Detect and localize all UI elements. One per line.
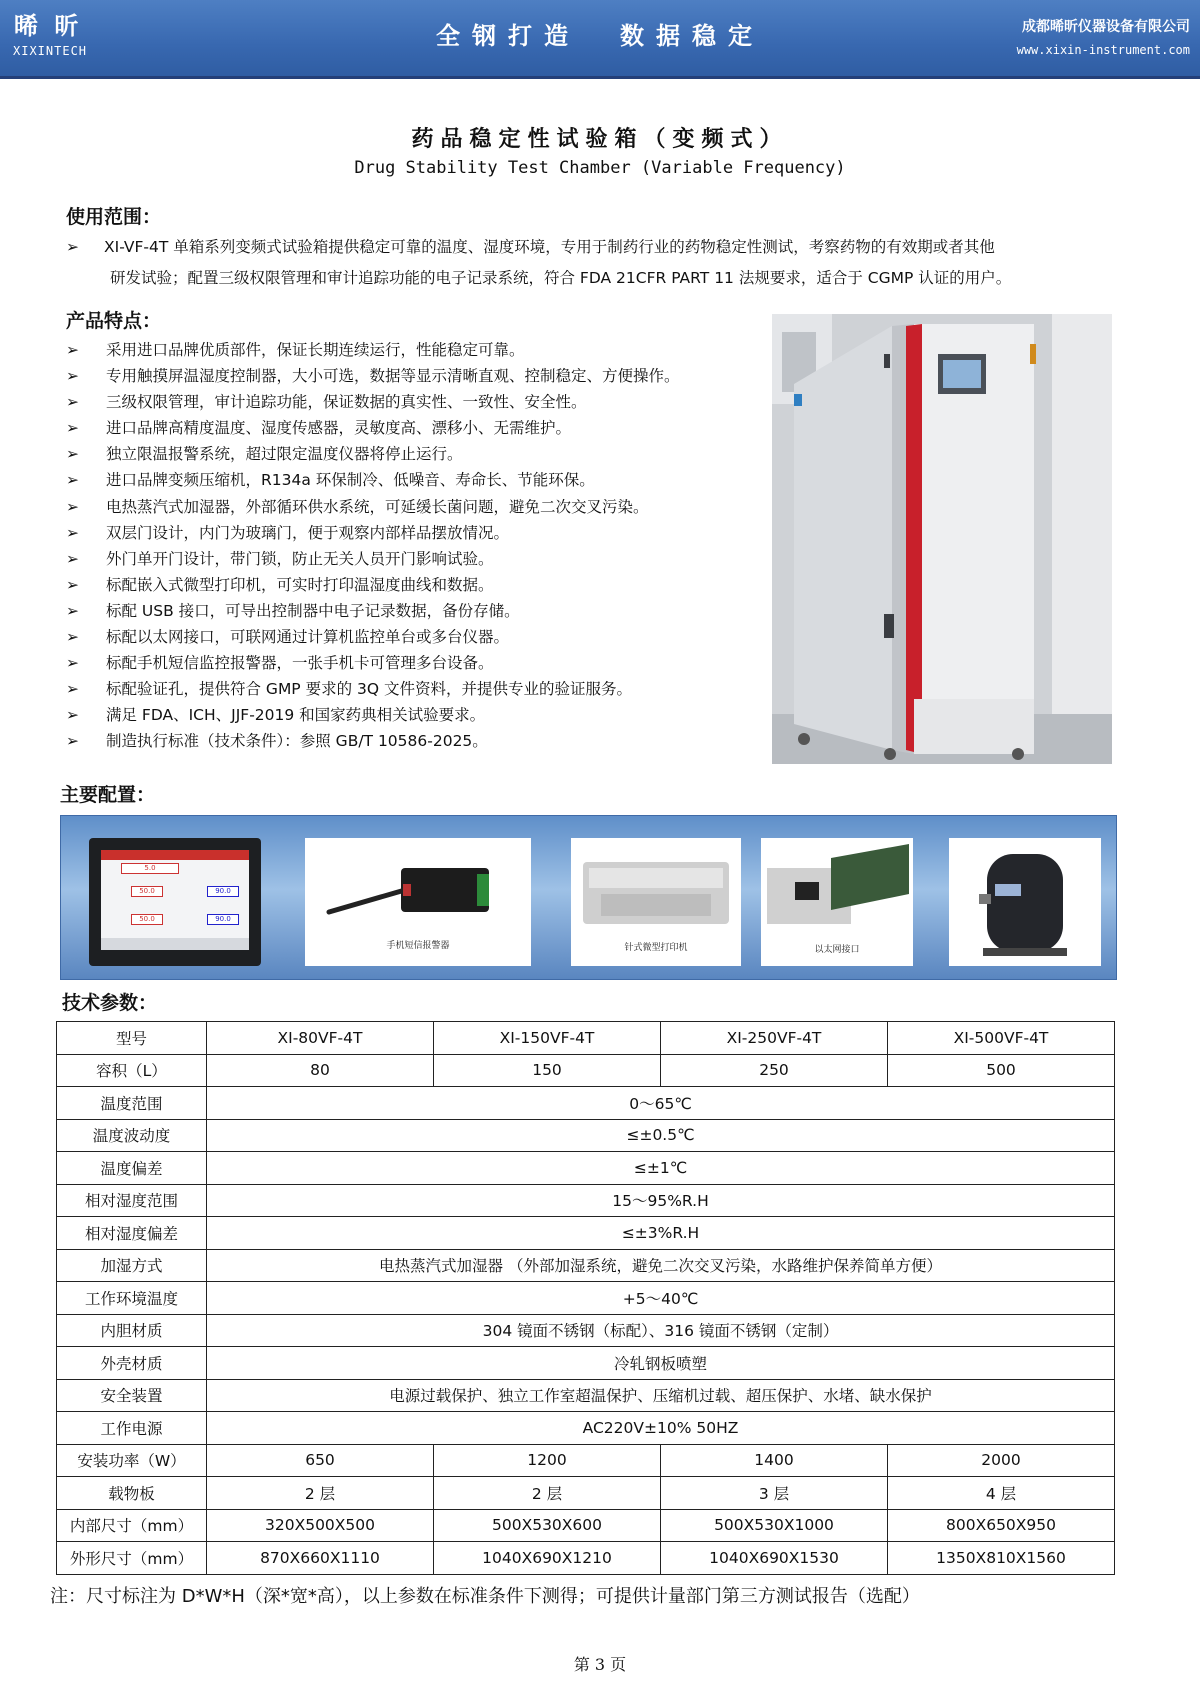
inner-size-cell: 500X530X1000 — [661, 1509, 888, 1542]
shelf-cell: 2 层 — [434, 1477, 661, 1510]
config-strip — [60, 815, 1117, 980]
feature-item — [64, 363, 784, 389]
screen-value-4: 50.0 — [131, 914, 163, 925]
sms-alarm-label: 手机短信报警器 — [386, 941, 450, 951]
table-row — [57, 1379, 1115, 1412]
ethernet-label: 以太网接口 — [814, 945, 860, 955]
spec-table — [56, 1021, 1115, 1575]
chamber-illustration — [772, 314, 1112, 764]
model-cell: XI-80VF-4T — [207, 1022, 434, 1055]
row-label: 内胆材质 — [57, 1314, 207, 1347]
brand-logo-en: XIXINTECH — [13, 44, 88, 58]
feature-item — [64, 520, 784, 546]
feature-text: 专用触摸屏温湿度控制器，大小可选，数据等显示清晰直观、控制稳定、方便操作。 — [106, 367, 680, 386]
feature-item — [64, 676, 784, 702]
feature-text: 独立限温报警系统，超过限定温度仪器将停止运行。 — [106, 445, 463, 464]
printer-card — [571, 838, 741, 966]
model-cell: XI-150VF-4T — [434, 1022, 661, 1055]
header-banner — [0, 0, 1200, 79]
feature-item — [64, 728, 784, 754]
table-row — [57, 1217, 1115, 1250]
table-row — [57, 1477, 1115, 1510]
arrow-bullet-icon: ➢ — [66, 445, 79, 464]
table-row — [57, 1282, 1115, 1315]
arrow-bullet-icon: ➢ — [66, 628, 79, 647]
feature-text: 标配验证孔，提供符合 GMP 要求的 3Q 文件资料，并提供专业的验证服务。 — [106, 680, 633, 699]
feature-item — [64, 650, 784, 676]
arrow-bullet-icon: ➢ — [66, 238, 79, 256]
volume-cell: 250 — [661, 1054, 888, 1087]
usage-line-2: 研发试验；配置三级权限管理和审计追踪功能的电子记录系统，符合 FDA 21CFR PART 11 法规要求，适合于 CGMP 认证的用户。 — [110, 269, 1012, 287]
table-row — [57, 1249, 1115, 1282]
feature-text: 标配以太网接口，可联网通过计算机监控单台或多台仪器。 — [106, 628, 510, 647]
feature-item — [64, 546, 784, 572]
slogan — [436, 16, 804, 51]
table-row — [57, 1347, 1115, 1380]
row-label: 相对湿度范围 — [57, 1184, 207, 1217]
arrow-bullet-icon: ➢ — [66, 419, 79, 438]
row-label: 载物板 — [57, 1477, 207, 1510]
controller-screen — [101, 850, 249, 950]
arrow-bullet-icon: ➢ — [66, 732, 79, 751]
touchscreen-controller — [89, 838, 261, 966]
screen-value-1: 5.0 — [121, 863, 179, 874]
power-cell: 650 — [207, 1444, 434, 1477]
feature-item — [64, 415, 784, 441]
volume-cell: 500 — [888, 1054, 1115, 1087]
feature-text: 满足 FDA、ICH、JJF-2019 和国家药典相关试验要求。 — [106, 706, 486, 725]
printer-label: 针式微型打印机 — [624, 943, 688, 953]
sms-alarm-card — [305, 838, 531, 966]
feature-text: 采用进口品牌优质部件，保证长期连续运行，性能稳定可靠。 — [106, 341, 525, 359]
row-label: 加湿方式 — [57, 1249, 207, 1282]
feature-item — [64, 494, 784, 520]
inner-size-cell: 320X500X500 — [207, 1509, 434, 1542]
feature-text: 进口品牌变频压缩机，R134a 环保制冷、低噪音、寿命长、节能环保。 — [106, 471, 595, 490]
table-row — [57, 1444, 1115, 1477]
feature-item — [64, 337, 784, 363]
feature-item — [64, 389, 784, 415]
table-row — [57, 1412, 1115, 1445]
page-title-en: Drug Stability Test Chamber (Variable Frequency) — [354, 158, 846, 178]
inner-size-cell: 800X650X950 — [888, 1509, 1115, 1542]
table-row — [57, 1054, 1115, 1087]
shared-value-cell: 冷轧钢板喷塑 — [207, 1347, 1115, 1380]
arrow-bullet-icon: ➢ — [66, 367, 79, 386]
table-row — [57, 1152, 1115, 1185]
outer-size-cell: 1350X810X1560 — [888, 1542, 1115, 1575]
arrow-bullet-icon: ➢ — [66, 471, 79, 490]
compressor-card — [949, 838, 1101, 966]
shared-value-cell: ≤±0.5℃ — [207, 1119, 1115, 1152]
feature-text: 电热蒸汽式加湿器，外部循环供水系统，可延缓长菌问题，避免二次交叉污染。 — [106, 497, 649, 516]
usage-paragraph — [64, 232, 1144, 294]
row-label: 外壳材质 — [57, 1347, 207, 1380]
feature-text: 标配 USB 接口，可导出控制器中电子记录数据，备份存储。 — [106, 601, 520, 620]
table-row — [57, 1314, 1115, 1347]
feature-text: 标配嵌入式微型打印机，可实时打印温湿度曲线和数据。 — [106, 575, 494, 594]
power-cell: 1200 — [434, 1444, 661, 1477]
website-link[interactable]: www.xixin-instrument.com — [1016, 43, 1190, 57]
shared-value-cell: 电热蒸汽式加湿器 （外部加湿系统，避免二次交叉污染，水路维护保养简单方便） — [207, 1249, 1115, 1282]
row-label: 型号 — [57, 1022, 207, 1055]
shared-value-cell: 0～65℃ — [207, 1087, 1115, 1120]
shared-value-cell: AC220V±10% 50HZ — [207, 1412, 1115, 1445]
sms-alarm-icon — [305, 838, 531, 938]
feature-text: 双层门设计，内门为玻璃门，便于观察内部样品摆放情况。 — [106, 523, 510, 542]
table-row — [57, 1087, 1115, 1120]
shared-value-cell: ≤±1℃ — [207, 1152, 1115, 1185]
screen-value-5: 90.0 — [207, 914, 239, 925]
row-label: 工作环境温度 — [57, 1282, 207, 1315]
arrow-bullet-icon: ➢ — [66, 601, 79, 620]
power-cell: 1400 — [661, 1444, 888, 1477]
outer-size-cell: 1040X690X1530 — [661, 1542, 888, 1575]
arrow-bullet-icon: ➢ — [66, 393, 79, 412]
shared-value-cell: ≤±3%R.H — [207, 1217, 1115, 1250]
features-heading: 产品特点： — [66, 310, 162, 332]
arrow-bullet-icon: ➢ — [66, 341, 79, 359]
row-label: 内部尺寸（mm） — [57, 1509, 207, 1542]
row-label: 温度偏差 — [57, 1152, 207, 1185]
ethernet-icon — [761, 838, 913, 938]
model-cell: XI-500VF-4T — [888, 1022, 1115, 1055]
features-list — [64, 337, 784, 755]
arrow-bullet-icon: ➢ — [66, 680, 79, 699]
table-row — [57, 1184, 1115, 1217]
row-label: 温度范围 — [57, 1087, 207, 1120]
outer-size-cell: 1040X690X1210 — [434, 1542, 661, 1575]
shared-value-cell: 15～95%R.H — [207, 1184, 1115, 1217]
arrow-bullet-icon: ➢ — [66, 523, 79, 542]
brand-logo-cn: 晞 昕 — [14, 12, 83, 40]
volume-cell: 80 — [207, 1054, 434, 1087]
feature-text: 制造执行标准（技术条件）：参照 GB/T 10586-2025。 — [106, 732, 488, 751]
volume-cell: 150 — [434, 1054, 661, 1087]
row-label: 工作电源 — [57, 1412, 207, 1445]
usage-heading: 使用范围： — [66, 206, 162, 228]
page-title-cn: 药品稳定性试验箱（变频式） — [411, 127, 789, 152]
slogan-1: 全钢打造 — [436, 22, 580, 50]
feature-text: 进口品牌高精度温度、湿度传感器，灵敏度高、漂移小、无需维护。 — [106, 419, 572, 438]
slogan-2: 数据稳定 — [620, 22, 764, 50]
model-cell: XI-250VF-4T — [661, 1022, 888, 1055]
specs-heading: 技术参数： — [62, 992, 158, 1014]
shelf-cell: 3 层 — [661, 1477, 888, 1510]
screen-value-2: 50.0 — [131, 886, 163, 897]
screen-value-3: 90.0 — [207, 886, 239, 897]
screen-titlebar — [101, 850, 249, 860]
screen-footer — [101, 938, 249, 950]
arrow-bullet-icon: ➢ — [66, 549, 79, 568]
feature-item — [64, 702, 784, 728]
shared-value-cell: +5～40℃ — [207, 1282, 1115, 1315]
shelf-cell: 2 层 — [207, 1477, 434, 1510]
table-row — [57, 1509, 1115, 1542]
ethernet-card — [761, 838, 913, 966]
feature-text: 外门单开门设计，带门锁，防止无关人员开门影响试验。 — [106, 549, 494, 568]
config-heading: 主要配置： — [60, 784, 156, 806]
footnote: 注：尺寸标注为 D*W*H（深*宽*高），以上参数在标准条件下测得；可提供计量部门第三方测试报告（选配） — [50, 1586, 920, 1607]
product-photo — [772, 314, 1112, 764]
row-label: 安全装置 — [57, 1379, 207, 1412]
row-label: 容积（L） — [57, 1054, 207, 1087]
inner-size-cell: 500X530X600 — [434, 1509, 661, 1542]
feature-item — [64, 467, 784, 493]
feature-text: 三级权限管理，审计追踪功能，保证数据的真实性、一致性、安全性。 — [106, 393, 587, 412]
feature-item — [64, 441, 784, 467]
outer-size-cell: 870X660X1110 — [207, 1542, 434, 1575]
arrow-bullet-icon: ➢ — [66, 706, 79, 725]
company-name: 成都晞昕仪器设备有限公司 — [1022, 19, 1190, 35]
printer-icon — [571, 838, 741, 938]
feature-item — [64, 598, 784, 624]
shared-value-cell: 304 镜面不锈钢（标配）、316 镜面不锈钢（定制） — [207, 1314, 1115, 1347]
usage-line-1: XI-VF-4T 单箱系列变频式试验箱提供稳定可靠的温度、湿度环境，专用于制药行业的药物稳定性测试，考察药物的有效期或者其他 — [104, 238, 995, 256]
row-label: 安装功率（W） — [57, 1444, 207, 1477]
shared-value-cell: 电源过载保护、独立工作室超温保护、压缩机过载、超压保护、水堵、缺水保护 — [207, 1379, 1115, 1412]
row-label: 外形尺寸（mm） — [57, 1542, 207, 1575]
feature-text: 标配手机短信监控报警器，一张手机卡可管理多台设备。 — [106, 654, 494, 673]
page-number: 第 3 页 — [573, 1655, 627, 1674]
arrow-bullet-icon: ➢ — [66, 654, 79, 673]
feature-item — [64, 624, 784, 650]
arrow-bullet-icon: ➢ — [66, 497, 79, 516]
arrow-bullet-icon: ➢ — [66, 575, 79, 594]
shelf-cell: 4 层 — [888, 1477, 1115, 1510]
row-label: 相对湿度偏差 — [57, 1217, 207, 1250]
row-label: 温度波动度 — [57, 1119, 207, 1152]
power-cell: 2000 — [888, 1444, 1115, 1477]
table-row — [57, 1542, 1115, 1575]
compressor-icon — [949, 838, 1101, 966]
table-row — [57, 1119, 1115, 1152]
table-row — [57, 1022, 1115, 1055]
feature-item — [64, 572, 784, 598]
